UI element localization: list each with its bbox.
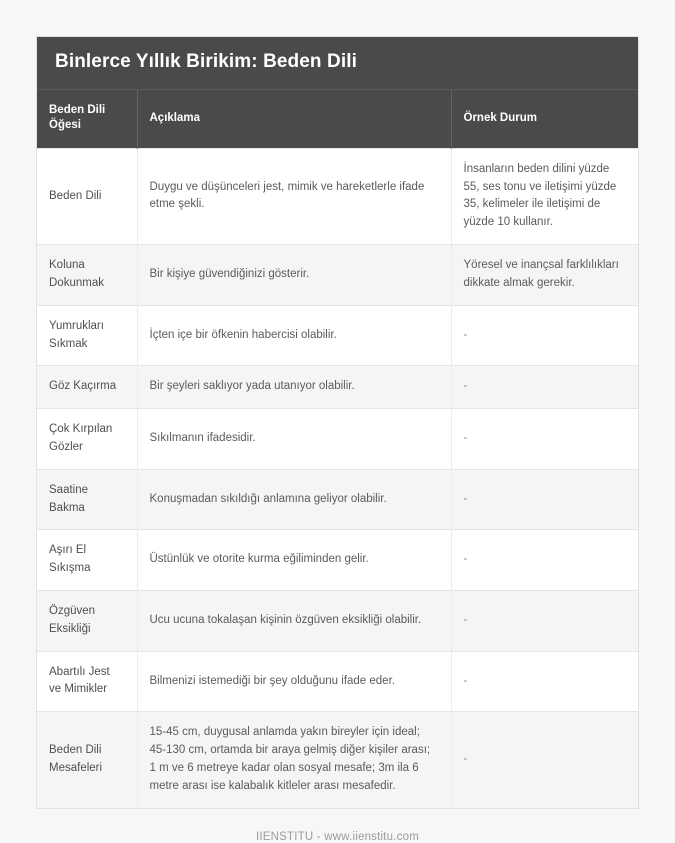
cell-term: Beden Dili Mesafeleri bbox=[37, 712, 137, 808]
table-row bbox=[37, 409, 638, 470]
cell-term: Koluna Dokunmak bbox=[37, 245, 137, 306]
footer-attribution: IIENSTITU - www.iienstitu.com bbox=[256, 830, 419, 843]
table-header bbox=[37, 90, 638, 149]
table-card bbox=[36, 36, 639, 809]
table-header-row bbox=[37, 90, 638, 149]
page-title: Binlerce Yıllık Birikim: Beden Dili bbox=[55, 51, 357, 72]
cell-term: Özgüven Eksikliği bbox=[37, 591, 137, 652]
cell-example: - bbox=[451, 305, 638, 366]
cell-description: Bir şeyleri saklıyor yada utanıyor olabilir. bbox=[137, 366, 451, 409]
table-row bbox=[37, 530, 638, 591]
cell-description: 15-45 cm, duygusal anlamda yakın bireyler için ideal; 45-130 cm, ortamda bir araya gelmiş diğer kişiler arası; 1 m ve 6 metreye kadar olan sosyal mesafe; 3m ila 6 metre arası ise kalabalık kitleler arası mesafedir. bbox=[137, 712, 451, 808]
cell-example: - bbox=[451, 469, 638, 530]
cell-term: Saatine Bakma bbox=[37, 469, 137, 530]
cell-term: Yumrukları Sıkmak bbox=[37, 305, 137, 366]
body-language-table bbox=[37, 90, 638, 808]
cell-description: İçten içe bir öfkenin habercisi olabilir. bbox=[137, 305, 451, 366]
cell-description: Üstünlük ve otorite kurma eğiliminden gelir. bbox=[137, 530, 451, 591]
column-header-term: Beden Dili Öğesi bbox=[37, 90, 137, 149]
table-body bbox=[37, 148, 638, 807]
cell-example: - bbox=[451, 366, 638, 409]
cell-description: Ucu ucuna tokalaşan kişinin özgüven eksikliği olabilir. bbox=[137, 591, 451, 652]
cell-example: İnsanların beden dilini yüzde 55, ses tonu ve iletişimi yüzde 35, kelimeler ile iletişimi de yüzde 10 kullanır. bbox=[451, 148, 638, 244]
cell-example: - bbox=[451, 591, 638, 652]
table-row bbox=[37, 366, 638, 409]
cell-example: - bbox=[451, 651, 638, 712]
table-row bbox=[37, 591, 638, 652]
cell-description: Duygu ve düşünceleri jest, mimik ve hareketlerle ifade etme şekli. bbox=[137, 148, 451, 244]
document-title-bar bbox=[37, 37, 638, 90]
cell-description: Bilmenizi istemediği bir şey olduğunu ifade eder. bbox=[137, 651, 451, 712]
table-row bbox=[37, 245, 638, 306]
cell-term: Aşırı El Sıkışma bbox=[37, 530, 137, 591]
cell-description: Bir kişiye güvendiğinizi gösterir. bbox=[137, 245, 451, 306]
cell-term: Beden Dili bbox=[37, 148, 137, 244]
table-row bbox=[37, 651, 638, 712]
cell-description: Sıkılmanın ifadesidir. bbox=[137, 409, 451, 470]
table-row bbox=[37, 469, 638, 530]
cell-example: Yöresel ve inançsal farklılıkları dikkate almak gerekir. bbox=[451, 245, 638, 306]
column-header-example: Örnek Durum bbox=[451, 90, 638, 149]
cell-example: - bbox=[451, 409, 638, 470]
table-row bbox=[37, 305, 638, 366]
cell-term: Göz Kaçırma bbox=[37, 366, 137, 409]
cell-description: Konuşmadan sıkıldığı anlamına geliyor olabilir. bbox=[137, 469, 451, 530]
table-row bbox=[37, 712, 638, 808]
cell-example: - bbox=[451, 530, 638, 591]
cell-term: Çok Kırpılan Gözler bbox=[37, 409, 137, 470]
cell-example: - bbox=[451, 712, 638, 808]
cell-term: Abartılı Jest ve Mimikler bbox=[37, 651, 137, 712]
column-header-description: Açıklama bbox=[137, 90, 451, 149]
table-row bbox=[37, 148, 638, 244]
